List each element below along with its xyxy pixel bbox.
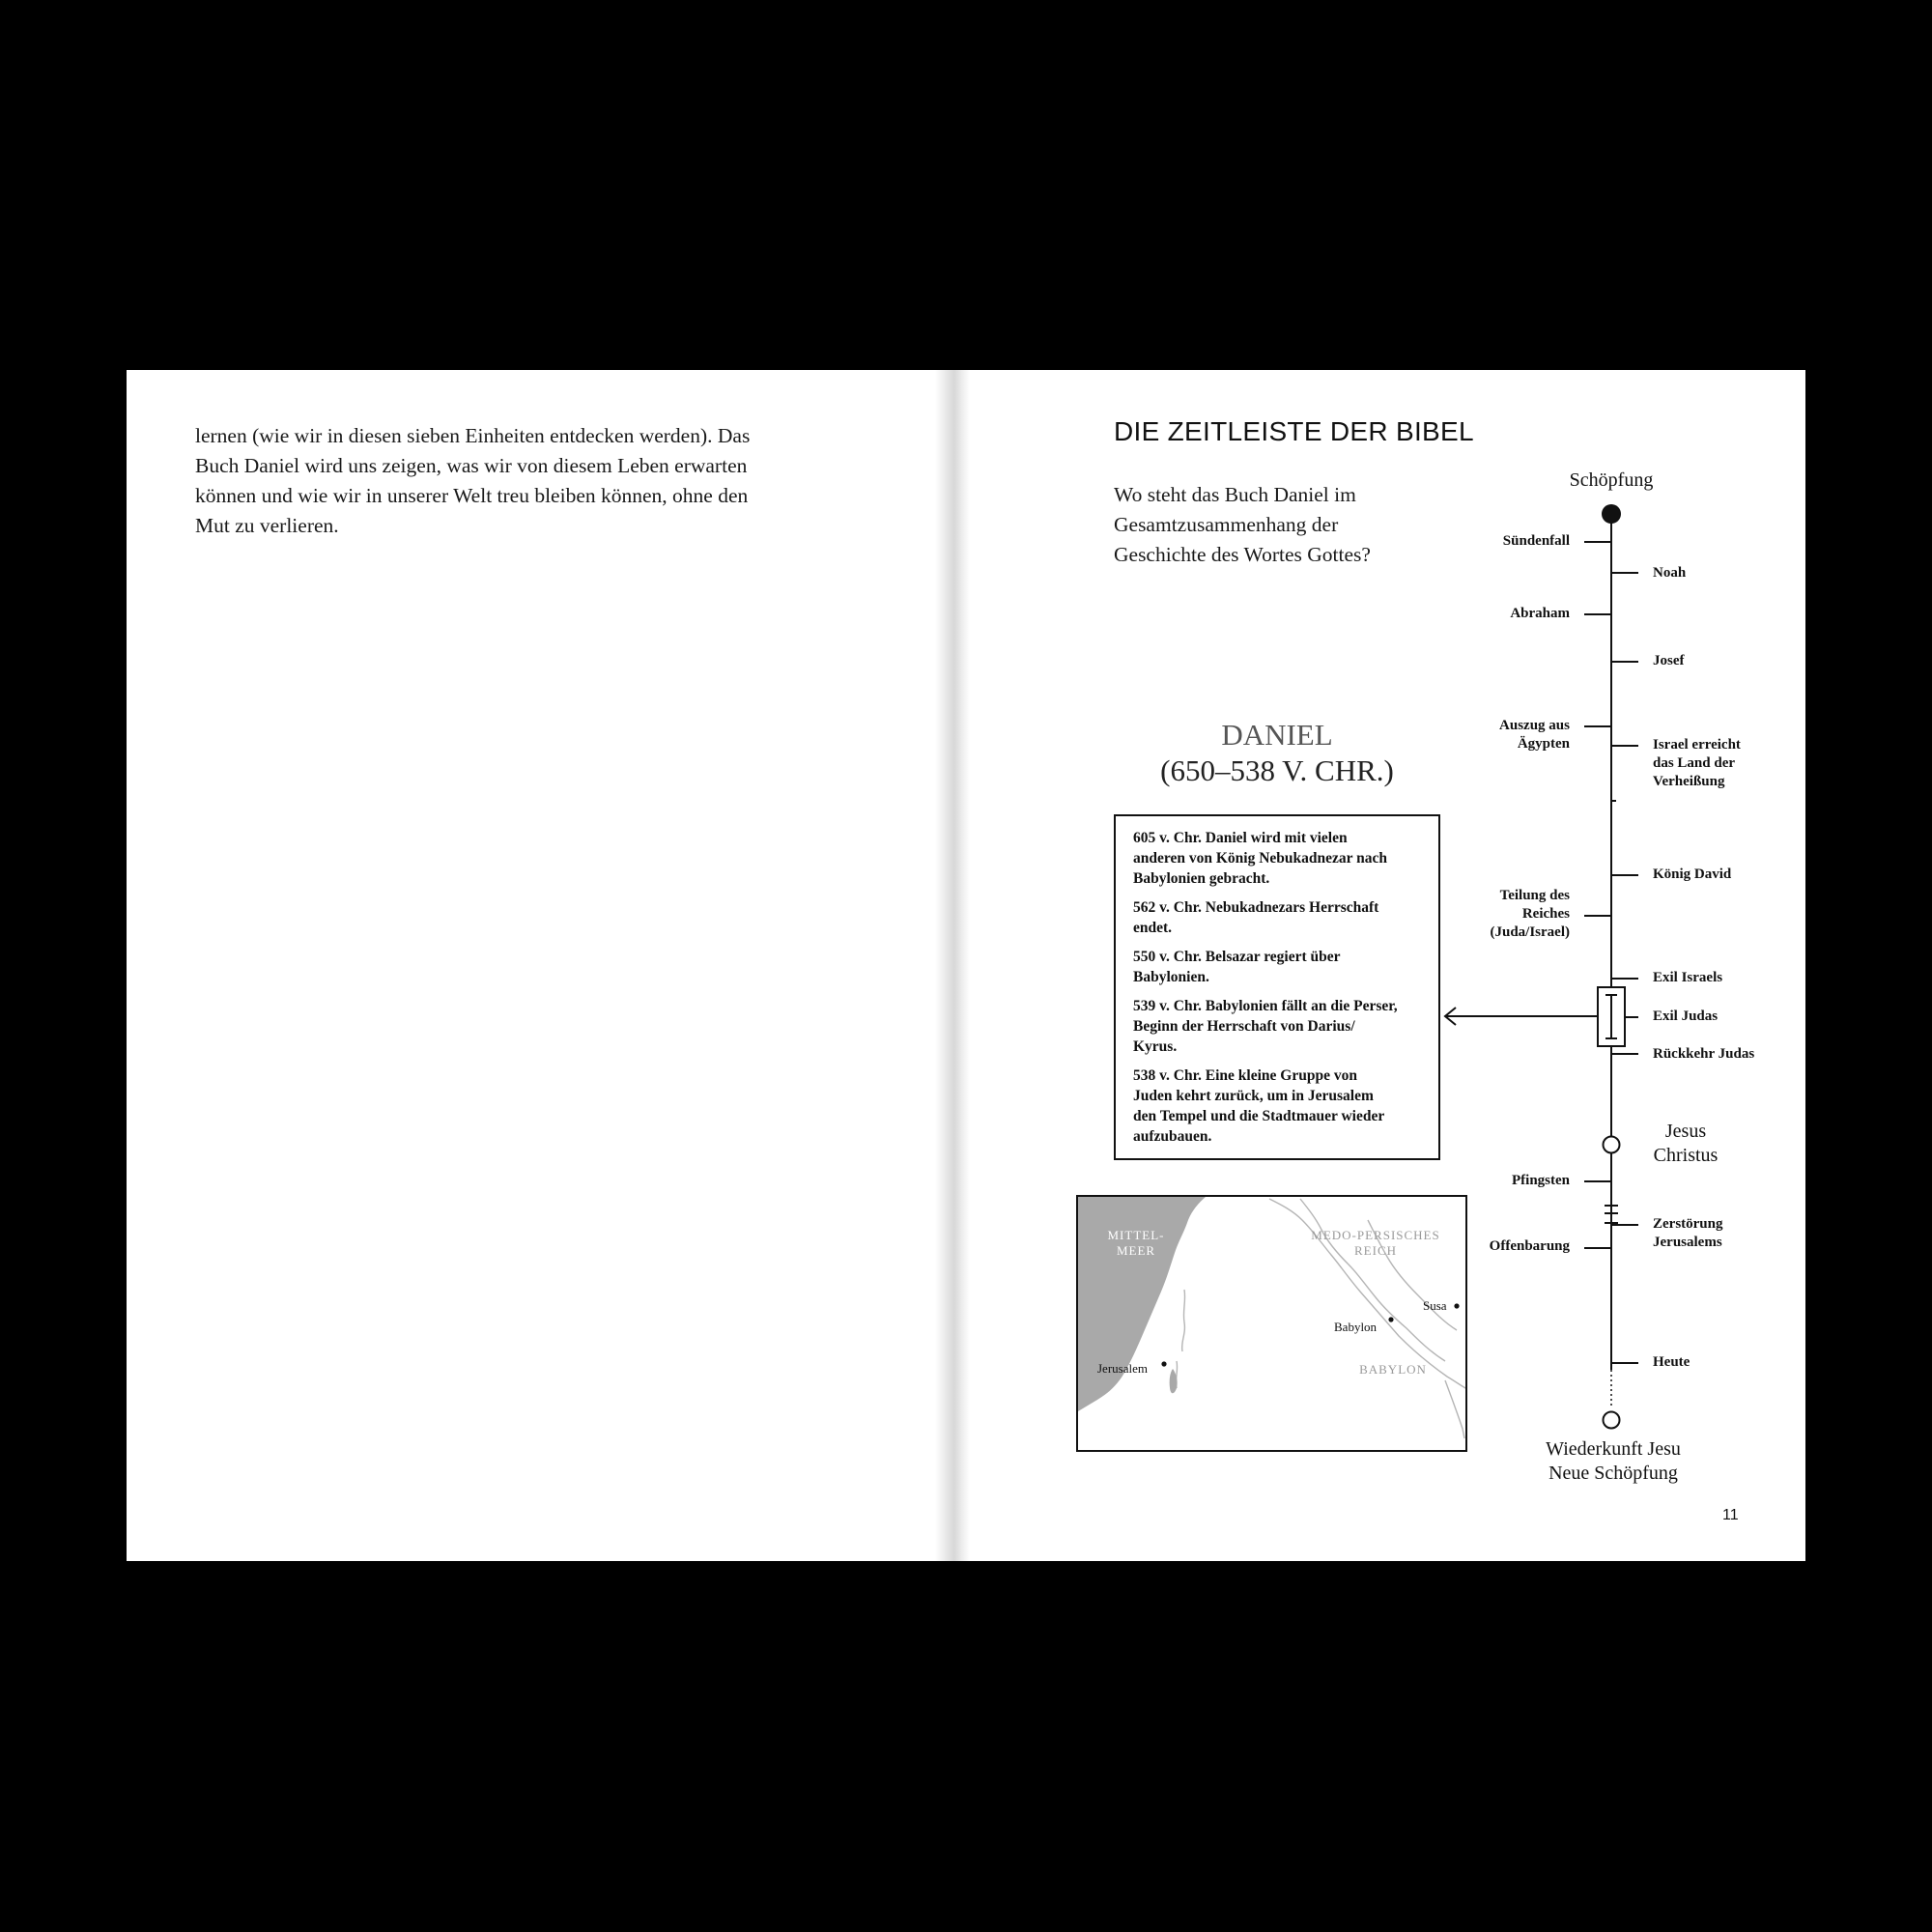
map-label-line: MEDO-PERSISCHES: [1311, 1228, 1440, 1242]
city-susa: Susa: [1423, 1298, 1447, 1313]
label-line: Teilung des: [1499, 888, 1570, 903]
label-line: Jerusalems: [1653, 1235, 1722, 1250]
label-suendenfall: Sündenfall: [1502, 533, 1570, 549]
body-line: Mut zu verlieren.: [195, 514, 339, 537]
label-noah: Noah: [1653, 565, 1687, 581]
label-david: König David: [1653, 867, 1732, 882]
body-line: können und wie wir in unserer Welt treu bleiben können, ohne den: [195, 484, 749, 507]
label-josef: Josef: [1653, 653, 1685, 668]
event-line: Babylonien gebracht.: [1133, 870, 1270, 887]
label-zerstoerung: [1653, 1215, 1723, 1252]
label-jesus-christus: [1628, 1120, 1744, 1168]
label-abraham: Abraham: [1510, 606, 1570, 621]
label-line: Reiches: [1521, 906, 1570, 922]
map-label-empire: [1298, 1228, 1453, 1259]
question-line: Gesamtzusammenhang der: [1114, 513, 1339, 536]
label-heute: Heute: [1653, 1354, 1690, 1370]
body-line: lernen (wie wir in diesen sieben Einheiten entdecken werden). Das: [195, 424, 751, 447]
start-marker: [1602, 504, 1621, 524]
label-line: (Juda/Israel): [1490, 924, 1570, 940]
label-israel: [1653, 736, 1741, 791]
label-line: das Land der: [1653, 755, 1736, 771]
timeline-start-label: Schöpfung: [1569, 469, 1654, 491]
event-line: den Tempel und die Stadtmauer wieder: [1133, 1108, 1385, 1124]
event-line: Beginn der Herrschaft von Darius/: [1133, 1018, 1355, 1035]
event-line: Kyrus.: [1133, 1038, 1178, 1055]
label-line: Auszug aus: [1499, 718, 1570, 733]
map-label-region: BABYLON: [1359, 1362, 1427, 1377]
jerusalem-dot: [1161, 1361, 1166, 1366]
daniel-title-dates: (650–538 V. CHR.): [1160, 753, 1394, 787]
event-line: 605 v. Chr. Daniel wird mit vielen: [1133, 830, 1348, 846]
dead-sea: [1170, 1369, 1178, 1393]
map-label-line: MITTEL-: [1107, 1228, 1165, 1242]
label-line: Jesus: [1664, 1121, 1707, 1142]
event-line: 550 v. Chr. Belsazar regiert über: [1133, 949, 1341, 965]
city-babylon: Babylon: [1334, 1320, 1378, 1334]
event-line: 562 v. Chr. Nebukadnezars Herrschaft: [1133, 899, 1379, 916]
map-label-sea: [1097, 1228, 1175, 1259]
susa-dot: [1454, 1303, 1459, 1308]
event-line: Juden kehrt zurück, um in Jerusalem: [1133, 1088, 1374, 1104]
label-auszug: [1499, 717, 1570, 753]
event-line: aufzubauen.: [1133, 1128, 1212, 1145]
end-marker: [1604, 1412, 1620, 1429]
label-line: Zerstörung: [1653, 1216, 1723, 1232]
babylon-dot: [1388, 1317, 1393, 1321]
event-line: anderen von König Nebukadnezar nach: [1133, 850, 1387, 867]
map-label-line: REICH: [1354, 1243, 1397, 1258]
tigris-river: [1300, 1199, 1445, 1361]
label-pfingsten: Pfingsten: [1512, 1173, 1570, 1188]
river-segment: [1445, 1380, 1464, 1438]
map: [1076, 1195, 1467, 1452]
label-teilung: [1491, 887, 1571, 942]
jesus-marker: [1604, 1137, 1620, 1153]
label-exil-israels: Exil Israels: [1653, 970, 1723, 985]
event-line: 538 v. Chr. Eine kleine Gruppe von: [1133, 1067, 1357, 1084]
page-number: 11: [1722, 1507, 1739, 1523]
label-line: Wiederkunft Jesu: [1546, 1438, 1681, 1460]
label-line: Israel erreicht: [1653, 737, 1741, 753]
body-line: Buch Daniel wird uns zeigen, was wir von diesem Leben erwarten: [195, 454, 748, 477]
page-title: DIE ZEITLEISTE DER BIBEL: [1114, 416, 1474, 446]
question-line: Wo steht das Buch Daniel im: [1114, 483, 1356, 506]
label-rueckkehr: Rückkehr Judas: [1653, 1046, 1755, 1062]
label-offenbarung: Offenbarung: [1489, 1238, 1570, 1254]
map-label-line: MEER: [1116, 1243, 1156, 1258]
city-jerusalem: Jerusalem: [1097, 1361, 1148, 1376]
event-line: endet.: [1133, 920, 1173, 936]
label-exil-judas: Exil Judas: [1653, 1009, 1719, 1024]
label-line: Christus: [1653, 1145, 1719, 1166]
label-line: Neue Schöpfung: [1548, 1463, 1678, 1484]
event-line: 539 v. Chr. Babylonien fällt an die Perser,: [1133, 998, 1398, 1014]
daniel-title-name: DANIEL: [1221, 718, 1333, 752]
label-line: Ägypten: [1517, 736, 1570, 752]
label-line: Verheißung: [1653, 774, 1725, 789]
question-line: Geschichte des Wortes Gottes?: [1114, 543, 1371, 566]
timeline-end-label: [1517, 1437, 1710, 1486]
jordan-river: [1182, 1290, 1185, 1351]
event-line: Babylonien.: [1133, 969, 1209, 985]
